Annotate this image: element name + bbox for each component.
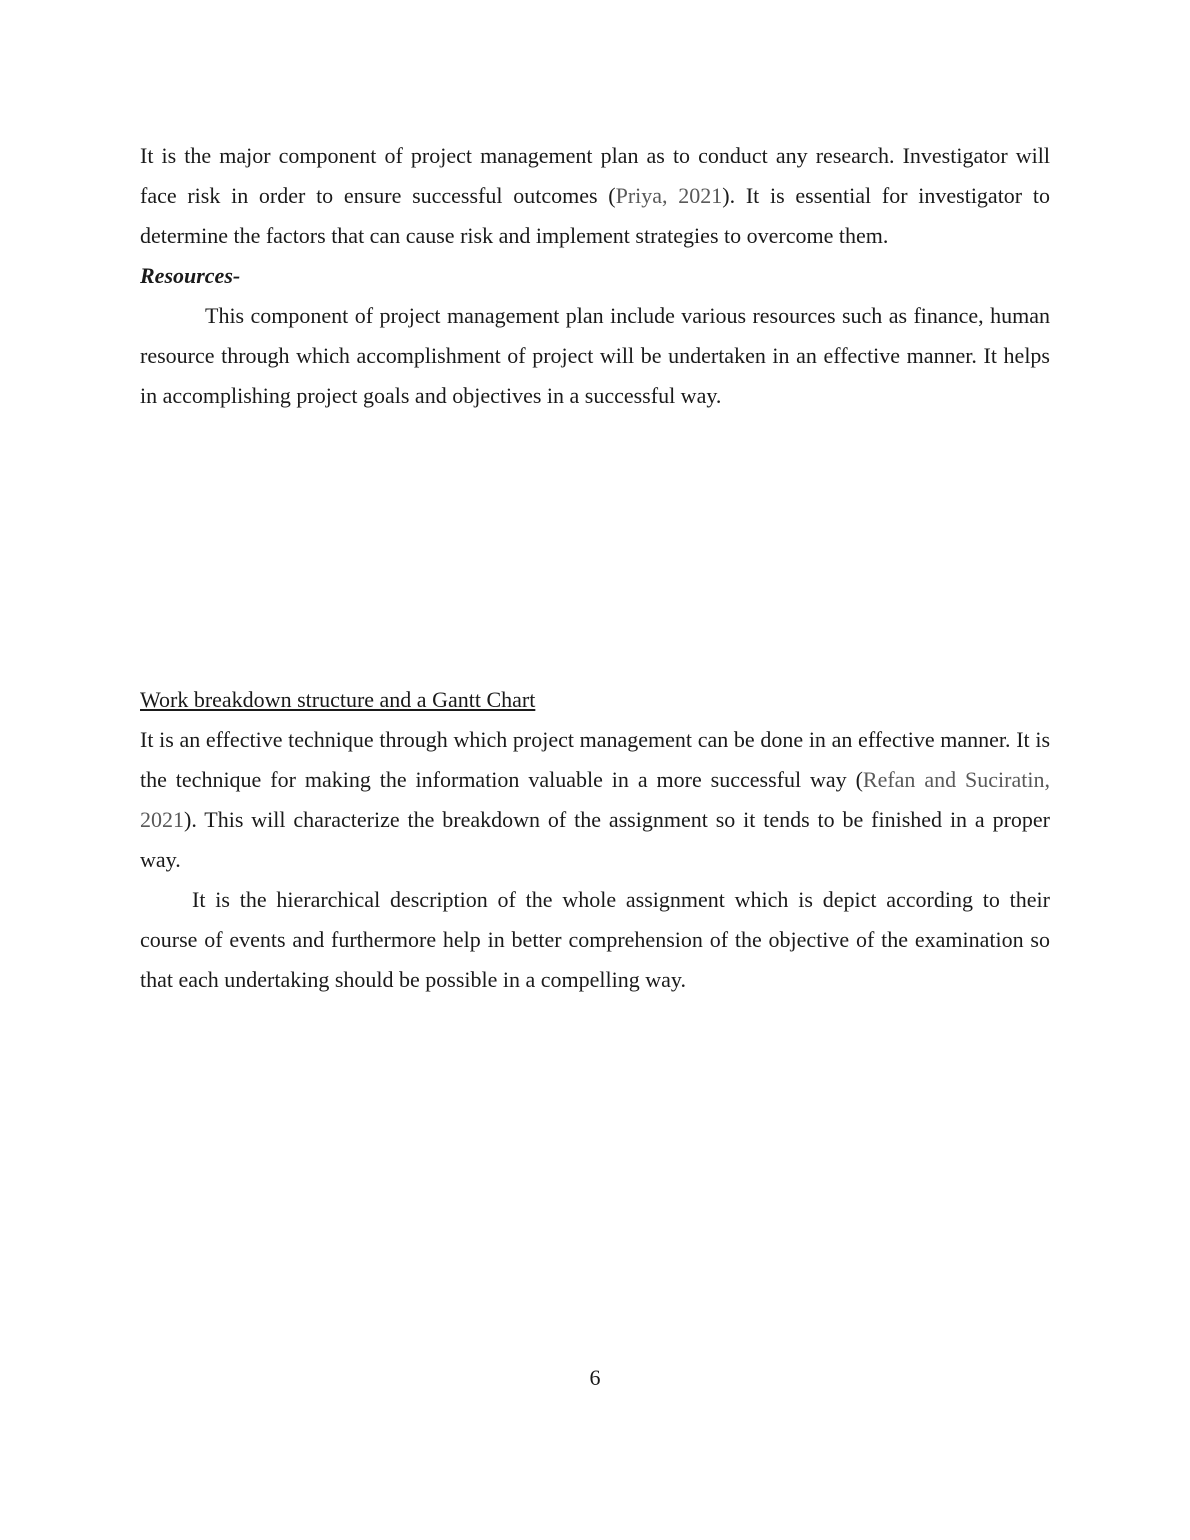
blank-space (140, 416, 1050, 680)
paragraph-resources: This component of project management plan include various resources such as finance, human resource through which accomplishment of project will be undertaken in an effective manner. It helps in accomplishing project goals and objectives in a successful way. (140, 303, 1050, 408)
wbs-heading-text: Work breakdown structure and a Gantt Chart (140, 687, 536, 712)
text-run: It is an effective technique through which project management can be done in an effective manner. It is the technique for making the information valuable in a more successful way ( (140, 727, 1050, 792)
citation-link[interactable]: Priya, 2021 (615, 183, 723, 208)
page-number: 6 (589, 1365, 601, 1390)
text-run: It is the major component of project management plan as to conduct any research. Investigator will face risk in order to ensure successful outcomes ( (140, 143, 1050, 208)
paragraph-wbs (140, 720, 1050, 880)
text-run: ). It is essential for investigator to determine the factors that can cause risk and implement strategies to overcome them. (140, 183, 1050, 248)
paragraph-hierarchy: It is the hierarchical description of the whole assignment which is depict according to their course of events and furthermore help in better comprehension of the objective of the examination so that each undertaking should be possible in a compelling way. (140, 887, 1050, 992)
text-run: ). This will characterize the breakdown of the assignment so it tends to be finished in a proper way. (140, 807, 1050, 872)
wbs-heading (140, 680, 1050, 720)
citation-link[interactable]: Refan and Suciratin, 2021 (140, 767, 1050, 832)
paragraph-risk (140, 136, 1050, 256)
resources-heading: Resources- (140, 263, 241, 288)
